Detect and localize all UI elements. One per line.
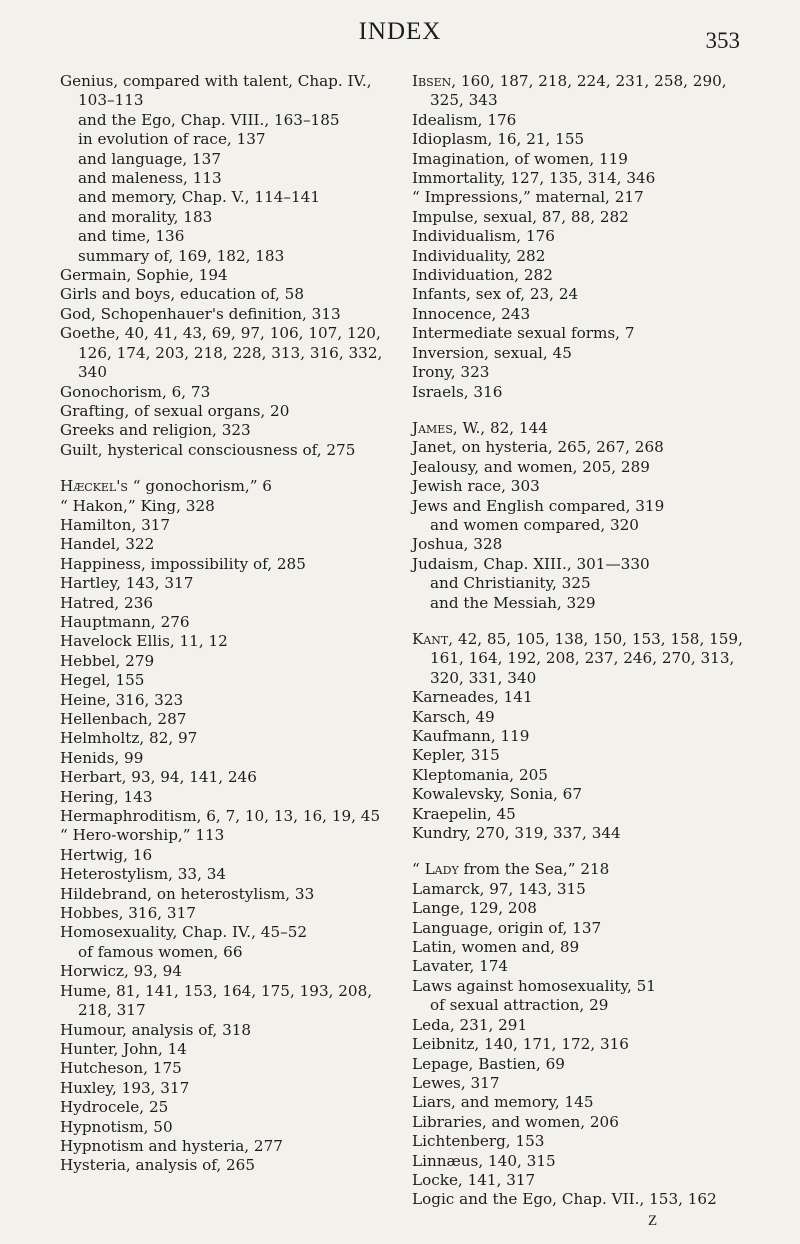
index-entry [60,1040,390,1059]
entry-text: Hysteria, analysis of, 265 [60,1156,256,1175]
index-entry [412,860,752,879]
entry-text: Individualism, 176 [412,227,555,246]
index-entry [412,344,752,363]
entry-text: and memory, Chap. V., 114–141 [78,188,320,207]
index-entry [412,208,752,227]
index-entry [412,1035,752,1054]
entry-text: Genius, compared with talent, Chap. IV., 103–113 [60,72,372,110]
index-entry [60,1098,390,1117]
entry-text: Jewish race, 303 [412,477,540,496]
index-entry [60,768,390,787]
entry-text: and Christianity, 325 [430,574,591,593]
entry-text: Lavater, 174 [412,957,509,976]
index-entry [60,749,390,768]
index-entry [60,497,390,516]
entry-text: Latin, women and, 89 [412,938,580,957]
entry-text: Lamarck, 97, 143, 315 [412,879,586,898]
index-entry [412,708,752,727]
entry-text: Herbart, 93, 94, 141, 246 [60,768,257,787]
entry-text: Karneades, 141 [412,688,533,707]
index-subentry [60,169,390,188]
index-entry [60,441,390,460]
entry-text: Grafting, of sexual organs, 20 [60,401,290,420]
entry-text: Havelock Ellis, 11, 12 [60,632,228,651]
entry-text: Infants, sex of, 23, 24 [412,285,579,304]
index-subentry [60,943,390,962]
index-entry [60,285,390,304]
index-entry [412,880,752,899]
index-entry [60,1137,390,1156]
entry-text: Helmholtz, 82, 97 [60,729,198,748]
index-entry [60,594,390,613]
index-entry [412,383,752,402]
entry-text: Guilt, hysterical consciousness of, 275 [60,440,356,459]
index-entry [412,72,752,111]
entry-text: “ Hakon,” King, 328 [60,496,215,515]
index-entry [412,630,752,688]
entry-text: , 160, 187, 218, 224, 231, 258, 290, 325, 343 [430,72,727,110]
index-column-right [412,72,752,1210]
index-entry [60,904,390,923]
index-entry [412,458,752,477]
entry-text: Hauptmann, 276 [60,612,190,631]
entry-text: Hermaphroditism, 6, 7, 10, 13, 16, 19, 45 [60,807,381,826]
index-entry [60,1059,390,1078]
index-entry [412,150,752,169]
entry-text: and women compared, 320 [430,515,639,534]
entry-text: Hume, 81, 141, 153, 164, 175, 193, 208, 218, 317 [60,981,373,1020]
entry-text: and the Messiah, 329 [430,593,596,612]
entry-text: Israels, 316 [412,382,503,401]
index-subentry [60,111,390,130]
index-entry [60,535,390,554]
entry-text: Libraries, and women, 206 [412,1112,619,1131]
entry-text: Lange, 129, 208 [412,899,537,918]
entry-text: Judaism, Chap. XIII., 301—330 [412,554,650,573]
letter-heading-word: Kant [412,629,449,648]
index-entry [60,421,390,440]
entry-text: Janet, on hysteria, 265, 267, 268 [412,438,664,457]
index-subentry [60,247,390,266]
index-subentry [412,516,752,535]
index-entry [60,885,390,904]
index-entry [412,305,752,324]
entry-text: Kleptomania, 205 [412,765,548,784]
entry-text: Heterostylism, 33, 34 [60,865,227,884]
entry-text: , 42, 85, 105, 138, 150, 153, 158, 159, 161, 164, 192, 208, 237, 246, 270, 313, 320, 331, 340 [430,629,743,687]
index-entry [412,130,752,149]
index-entry [60,788,390,807]
index-entry [60,632,390,651]
entry-text: Leda, 231, 291 [412,1015,528,1034]
entry-text: Horwicz, 93, 94 [60,962,182,981]
index-subentry [412,594,752,613]
letter-heading-word: Hæckel's [60,477,128,496]
index-entry [60,982,390,1021]
index-entry [412,169,752,188]
index-entry [60,1118,390,1137]
entry-text: Inversion, sexual, 45 [412,343,572,362]
index-entry [412,111,752,130]
entry-text: and language, 137 [78,149,221,168]
entry-text: Hunter, John, 14 [60,1039,187,1058]
entry-text: Hebbel, 279 [60,651,155,670]
index-entry [412,1093,752,1112]
entry-text: Hildebrand, on heterostylism, 33 [60,884,315,903]
entry-text: Intermediate sexual forms, 7 [412,324,635,343]
index-entry [412,688,752,707]
index-entry [412,1016,752,1035]
index-entry [60,691,390,710]
entry-text: Kraepelin, 45 [412,804,516,823]
index-entry [60,671,390,690]
index-entry [412,746,752,765]
letter-heading-word: “ Lady [412,860,459,879]
entry-text: Individuation, 282 [412,266,553,285]
index-entry [60,477,390,496]
index-entry [412,1190,752,1209]
index-entry [60,516,390,535]
index-entry [412,766,752,785]
index-entry [412,266,752,285]
entry-text: Hobbes, 316, 317 [60,904,196,923]
index-entry [412,1152,752,1171]
entry-text: Imagination, of women, 119 [412,149,628,168]
index-entry [412,824,752,843]
index-entry [412,1132,752,1151]
index-subentry [60,150,390,169]
index-entry [412,938,752,957]
index-entry [412,957,752,976]
entry-text: “ Hero-worship,” 113 [60,826,225,845]
entry-text: Homosexuality, Chap. IV., 45–52 [60,923,308,942]
entry-text: of famous women, 66 [78,942,243,961]
entry-text: Karsch, 49 [412,707,495,726]
entry-text: Hypnotism, 50 [60,1117,173,1136]
entry-text: Kepler, 315 [412,746,500,765]
index-entry [412,188,752,207]
entry-text: Jealousy, and women, 205, 289 [412,457,650,476]
entry-text: Immortality, 127, 135, 314, 346 [412,169,656,188]
index-entry [412,324,752,343]
entry-text: Hypnotism and hysteria, 277 [60,1136,283,1155]
index-entry [412,805,752,824]
entry-text: from the Sea,” 218 [458,860,610,879]
page-number: 353 [705,28,740,53]
entry-text: Hydrocele, 25 [60,1098,169,1117]
entry-text: “ gonochorism,” 6 [127,477,272,496]
index-entry [60,555,390,574]
entry-text: Innocence, 243 [412,304,531,323]
index-entry [412,919,752,938]
entry-text: in evolution of race, 137 [78,130,266,149]
page-header [0,14,800,54]
index-entry [412,247,752,266]
entry-text: Greeks and religion, 323 [60,421,251,440]
entry-text: Leibnitz, 140, 171, 172, 316 [412,1035,629,1054]
entry-text: of sexual attraction, 29 [430,996,609,1015]
letter-heading-word: James [412,418,453,437]
index-subentry [60,208,390,227]
entry-text: Gonochorism, 6, 73 [60,382,211,401]
index-entry [60,72,390,111]
entry-text: Hegel, 155 [60,671,145,690]
entry-text: Hartley, 143, 317 [60,574,194,593]
entry-text: Locke, 141, 317 [412,1170,536,1189]
index-subentry [412,574,752,593]
index-subentry [60,227,390,246]
entry-text: Hamilton, 317 [60,515,171,534]
index-entry [412,497,752,516]
index-entry [412,535,752,554]
entry-text: Logic and the Ego, Chap. VII., 153, 162 [412,1190,717,1209]
entry-text: Impulse, sexual, 87, 88, 282 [412,207,629,226]
signature-mark: Z [648,1213,658,1229]
entry-text: Jews and English compared, 319 [412,496,665,515]
index-entry [412,1171,752,1190]
entry-text: Henids, 99 [60,748,144,767]
index-entry [412,899,752,918]
entry-text: Linnæus, 140, 315 [412,1151,556,1170]
entry-text: Idealism, 176 [412,110,517,129]
index-entry [412,363,752,382]
index-column-left [60,72,390,1176]
entry-text: and morality, 183 [78,207,213,226]
index-entry [60,865,390,884]
entry-text: Humour, analysis of, 318 [60,1020,252,1039]
index-entry [412,438,752,457]
index-entry [60,1021,390,1040]
entry-text: Heine, 316, 323 [60,690,184,709]
entry-text: summary of, 169, 182, 183 [78,246,285,265]
entry-text: Hutcheson, 175 [60,1059,182,1078]
index-entry [412,1113,752,1132]
index-entry [412,555,752,574]
index-subentry [60,130,390,149]
entry-text: “ Impressions,” maternal, 217 [412,188,644,207]
entry-text: Joshua, 328 [412,535,503,554]
index-entry [60,402,390,421]
running-title: INDEX [358,18,442,45]
index-entry [60,613,390,632]
entry-text: Hellenbach, 287 [60,710,187,728]
entry-text: Germain, Sophie, 194 [60,266,228,285]
index-entry [412,727,752,746]
entry-text: Lepage, Bastien, 69 [412,1054,565,1073]
index-entry [60,710,390,729]
entry-text: Huxley, 193, 317 [60,1078,190,1097]
entry-text: Language, origin of, 137 [412,918,602,937]
index-entry [60,1156,390,1175]
entry-text: and maleness, 113 [78,169,222,188]
entry-text: Kundry, 270, 319, 337, 344 [412,824,621,843]
index-entry [412,977,752,996]
entry-text: and the Ego, Chap. VIII., 163–185 [78,110,340,129]
index-entry [412,785,752,804]
index-entry [60,807,390,826]
index-entry [412,1074,752,1093]
letter-heading-word: Ibsen [412,72,452,90]
entry-text: Hertwig, 16 [60,845,153,864]
index-entry [60,652,390,671]
entry-text: Irony, 323 [412,363,490,382]
entry-text: Laws against homosexuality, 51 [412,976,656,995]
index-subentry [60,188,390,207]
entry-text: Kaufmann, 119 [412,727,530,745]
entry-text: and time, 136 [78,227,185,246]
index-entry [60,846,390,865]
index-entry [412,419,752,438]
index-entry [60,383,390,402]
entry-text: Hering, 143 [60,787,153,806]
index-entry [60,574,390,593]
index-entry [412,477,752,496]
entry-text: God, Schopenhauer's definition, 313 [60,304,341,323]
index-entry [412,285,752,304]
entry-text: Goethe, 40, 41, 43, 69, 97, 106, 107, 120, 126, 174, 203, 218, 228, 313, 316, 332, 340 [60,324,383,382]
index-entry [412,1055,752,1074]
index-entry [60,923,390,942]
entry-text: Idioplasm, 16, 21, 155 [412,130,585,149]
entry-text: Kowalevsky, Sonia, 67 [412,785,582,804]
entry-text: Lichtenberg, 153 [412,1132,545,1151]
index-entry [60,729,390,748]
index-entry [60,962,390,981]
entry-text: , W., 82, 144 [452,418,548,437]
index-entry [60,1079,390,1098]
entry-text: Individuality, 282 [412,246,546,265]
index-entry [60,324,390,382]
index-entry [412,227,752,246]
entry-text: Happiness, impossibility of, 285 [60,554,306,573]
entry-text: Handel, 322 [60,535,155,554]
index-entry [60,266,390,285]
index-entry [60,826,390,845]
entry-text: Hatred, 236 [60,593,154,612]
entry-text: Lewes, 317 [412,1073,500,1092]
entry-text: Liars, and memory, 145 [412,1093,594,1112]
entry-text: Girls and boys, education of, 58 [60,285,304,304]
index-subentry [412,996,752,1015]
index-entry [60,305,390,324]
